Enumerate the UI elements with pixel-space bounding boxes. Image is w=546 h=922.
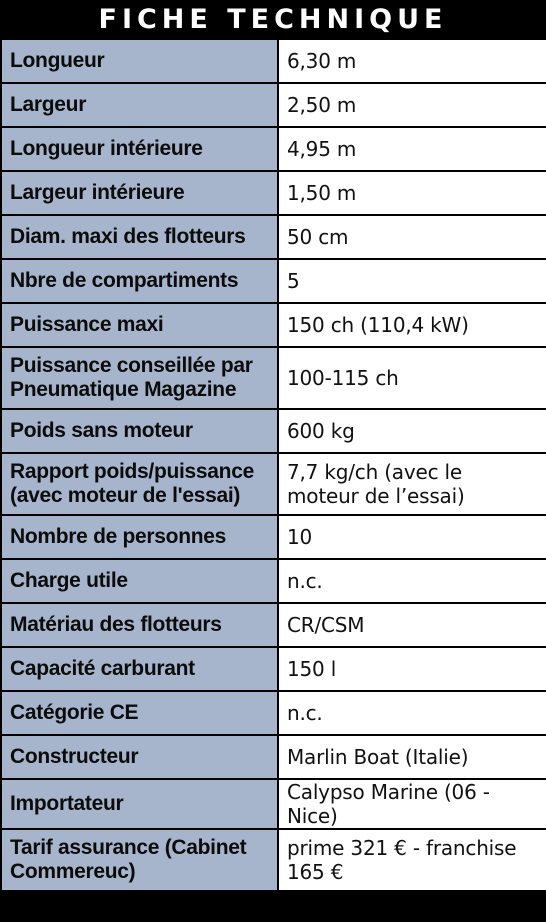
spec-value: 10 <box>278 515 546 559</box>
table-row <box>1 603 546 647</box>
sheet-title: FICHE TECHNIQUE <box>0 0 546 38</box>
spec-value: Calypso Marine (06 - Nice) <box>278 779 546 829</box>
spec-value: 1,50 m <box>278 171 546 215</box>
spec-label: Constructeur <box>1 735 278 779</box>
spec-label: Largeur <box>1 83 278 127</box>
spec-label: Catégorie CE <box>1 691 278 735</box>
table-row <box>1 647 546 691</box>
spec-label: Capacité carburant <box>1 647 278 691</box>
spec-label: Largeur intérieure <box>1 171 278 215</box>
table-row <box>1 691 546 735</box>
spec-label: Tarif assurance (Cabinet Commereuc) <box>1 829 278 891</box>
spec-value: n.c. <box>278 691 546 735</box>
spec-label: Nombre de personnes <box>1 515 278 559</box>
spec-label: Poids sans moteur <box>1 409 278 453</box>
table-row <box>1 829 546 891</box>
spec-value: 5 <box>278 259 546 303</box>
spec-label: Matériau des flotteurs <box>1 603 278 647</box>
spec-value: Marlin Boat (Italie) <box>278 735 546 779</box>
spec-value: 150 l <box>278 647 546 691</box>
spec-label: Nbre de compartiments <box>1 259 278 303</box>
spec-label: Puissance maxi <box>1 303 278 347</box>
table-row <box>1 303 546 347</box>
table-row <box>1 735 546 779</box>
table-row <box>1 559 546 603</box>
spec-value: 50 cm <box>278 215 546 259</box>
spec-label: Importateur <box>1 779 278 829</box>
table-row <box>1 259 546 303</box>
table-row <box>1 127 546 171</box>
spec-label: Diam. maxi des flotteurs <box>1 215 278 259</box>
spec-value: 600 kg <box>278 409 546 453</box>
table-row <box>1 171 546 215</box>
spec-label: Longueur <box>1 39 278 83</box>
spec-value: 2,50 m <box>278 83 546 127</box>
table-row <box>1 515 546 559</box>
table-row <box>1 39 546 83</box>
spec-value: n.c. <box>278 559 546 603</box>
spec-value: 7,7 kg/ch (avec le moteur de l’essai) <box>278 453 546 515</box>
spec-table <box>0 38 546 892</box>
spec-value: 6,30 m <box>278 39 546 83</box>
spec-value: 100-115 ch <box>278 347 546 409</box>
table-row <box>1 215 546 259</box>
table-row <box>1 409 546 453</box>
spec-label: Charge utile <box>1 559 278 603</box>
table-row <box>1 779 546 829</box>
spec-label: Longueur intérieure <box>1 127 278 171</box>
spec-value: 4,95 m <box>278 127 546 171</box>
spec-value: CR/CSM <box>278 603 546 647</box>
table-row <box>1 453 546 515</box>
spec-label: Rapport poids/puissance (avec moteur de l'essai) <box>1 453 278 515</box>
spec-value: prime 321 € - franchise 165 € <box>278 829 546 891</box>
spec-value: 150 ch (110,4 kW) <box>278 303 546 347</box>
table-row <box>1 83 546 127</box>
spec-label: Puissance conseillée par Pneumatique Magazine <box>1 347 278 409</box>
table-row <box>1 347 546 409</box>
